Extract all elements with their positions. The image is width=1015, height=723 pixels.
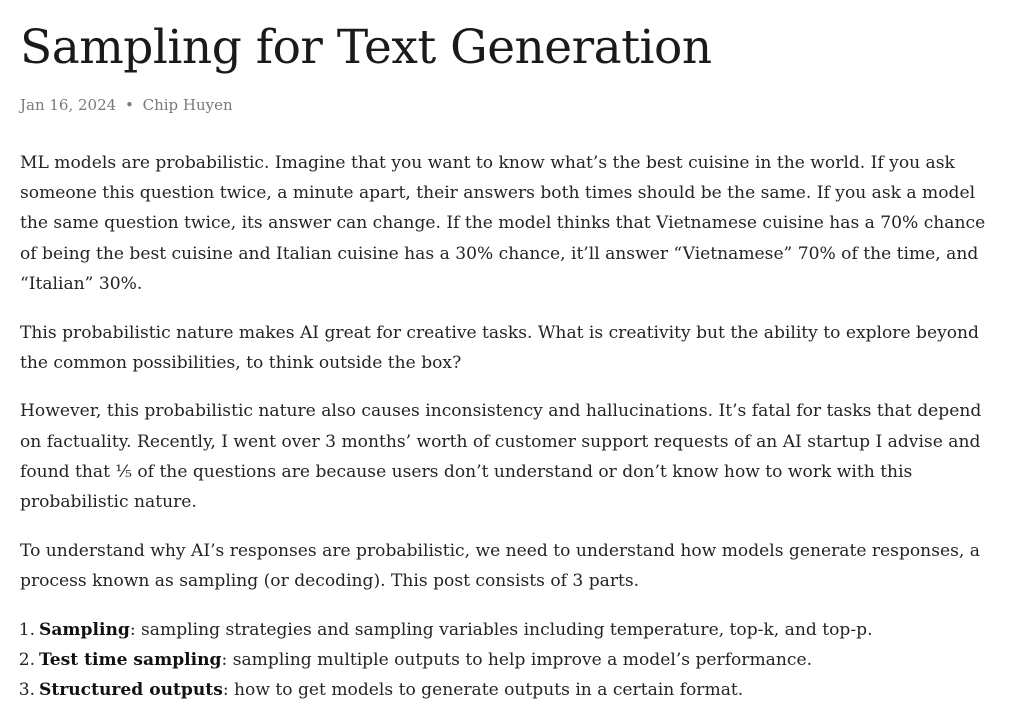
list-description: : sampling multiple outputs to help improve a model’s performance.: [221, 649, 813, 670]
list-description: : how to get models to generate outputs in a certain format.: [222, 680, 744, 701]
list-item: [20, 675, 995, 705]
meta-separator: •: [124, 96, 134, 114]
paragraph-hallucinations: However, this probabilistic nature also causes inconsistency and hallucinations. It’s fatal for tasks that depend on factuality. Recently, I went over 3 months’ worth of customer support requests of an AI startup I advise and found that ⅕ of the questions are because users don’t understand or don’t know how to work with this probabilistic nature.: [20, 401, 982, 513]
list-number: 1.: [18, 619, 35, 640]
paragraph-overview: To understand why AI’s responses are probabilistic, we need to understand how models generate responses, a process known as sampling (or decoding). This post consists of 3 parts.: [20, 540, 980, 591]
list-number: 2.: [18, 649, 35, 670]
post-meta: [20, 93, 995, 117]
list-item: [20, 615, 995, 645]
post-parts-list: [20, 615, 995, 706]
post-author: Chip Huyen: [142, 96, 233, 114]
post-date: Jan 16, 2024: [20, 96, 117, 114]
paragraph-intro: ML models are probabilistic. Imagine that you want to know what’s the best cuisine in the world. If you ask someone this question twice, a minute apart, their answers both times should be the same. If you ask a model the same question twice, its answer can change. If the model thinks that Vietnamese cuisine has a 70% chance of being the best cuisine and Italian cuisine has a 30% chance, it’ll answer “Vietnamese” 70% of the time, and “Italian” 30%.: [20, 153, 986, 294]
paragraph-creativity: This probabilistic nature makes AI great for creative tasks. What is creativity but the ability to explore beyond the common possibilities, to think outside the box?: [20, 322, 979, 373]
list-description: : sampling strategies and sampling variables including temperature, top-k, and top-p.: [129, 619, 873, 640]
list-term: Structured outputs: [39, 680, 223, 701]
list-number: 3.: [18, 680, 35, 701]
list-item: [20, 645, 995, 675]
list-term: Sampling: [39, 619, 130, 640]
list-term: Test time sampling: [39, 649, 222, 670]
post-body: [20, 148, 995, 705]
post-title: Sampling for Text Generation: [20, 20, 712, 75]
